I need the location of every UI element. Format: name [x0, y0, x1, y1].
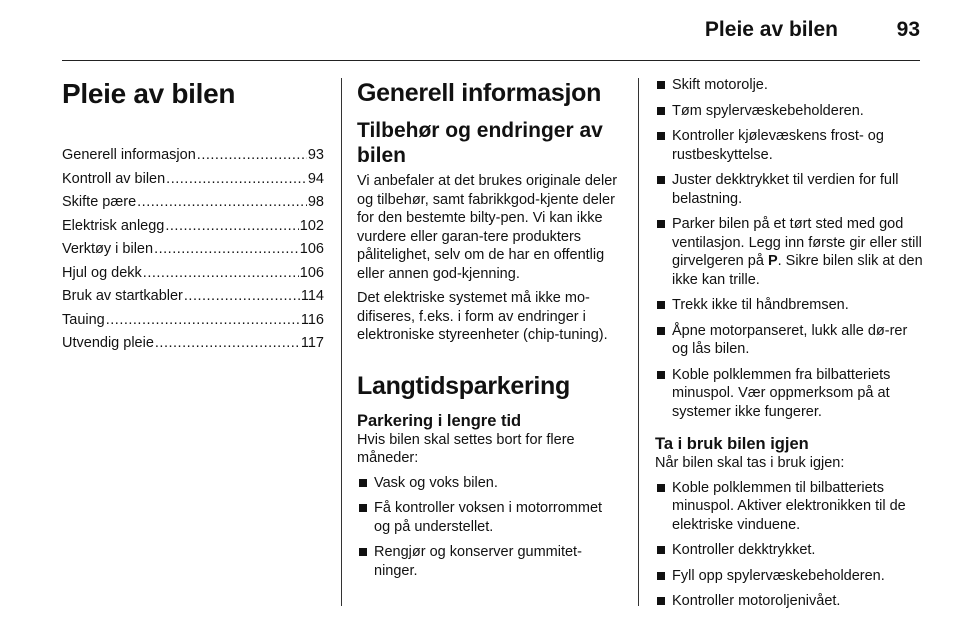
bullet-square-icon [359, 548, 367, 556]
list-item [655, 592, 923, 611]
storage-intro: Hvis bilen skal settes bort for flere måneder: [357, 431, 575, 466]
page-header [62, 0, 920, 61]
toc-leader-dots [137, 191, 307, 215]
bullet-square-icon [657, 484, 665, 492]
toc-entry-page: 106 [299, 264, 324, 281]
toc-leader-dots [184, 285, 300, 309]
list-item-text: Tøm spylervæskebeholderen. [672, 102, 864, 119]
list-item-text: Kontroller motoroljenivået. [672, 593, 841, 609]
column-divider [638, 78, 639, 606]
list-item [655, 541, 923, 560]
table-of-contents [62, 144, 324, 356]
toc-entry-label: Tauing [62, 311, 105, 328]
toc-leader-dots [155, 332, 300, 356]
toc-leader-dots [166, 168, 307, 192]
list-item [655, 171, 923, 208]
toc-entry[interactable] [62, 191, 324, 215]
toc-entry-label: Generell informasjon [62, 147, 196, 163]
list-item [655, 366, 923, 422]
list-item-text: Kontroller dekktrykket. [672, 542, 816, 558]
list-item-text: Juster dekktrykket til verdien for full belastning. [672, 172, 899, 207]
storage-continued-column [655, 72, 923, 618]
chapter-title: Pleie av bilen [62, 78, 236, 109]
toc-column [62, 72, 324, 356]
toc-entry-page: 93 [307, 147, 324, 163]
return-intro: Når bilen skal tas i bruk igjen: [655, 455, 845, 471]
toc-entry[interactable] [62, 215, 324, 239]
toc-entry[interactable] [62, 332, 324, 356]
accessories-heading: Tilbehør og endringer av bilen [357, 119, 603, 167]
storage-checklist-continued [655, 76, 923, 421]
toc-entry-page: 117 [300, 335, 324, 351]
return-heading: Ta i bruk bilen igjen [655, 435, 809, 453]
toc-entry-label: Hjul og dekk [62, 264, 142, 281]
bullet-square-icon [657, 572, 665, 580]
list-item [655, 215, 923, 289]
toc-leader-dots [154, 238, 299, 262]
toc-entry-label: Utvendig pleie [62, 335, 154, 351]
bullet-square-icon [657, 301, 665, 309]
toc-entry[interactable] [62, 262, 324, 286]
toc-entry[interactable] [62, 285, 324, 309]
list-item-text: Parker bilen på et tørt sted med god ventilasjon. Legg inn første gir eller still girvelgeren på [672, 216, 922, 269]
list-item-text: Fyll opp spylervæskebeholderen. [672, 567, 885, 584]
electrical-paragraph: Det elektriske systemet må ikke mo-difiseres, f.eks. i form av endringer i elektroniske styreenheter (chip-tuning). [357, 290, 608, 343]
toc-entry-label: Verktøy i bilen [62, 241, 154, 257]
toc-entry[interactable] [62, 168, 324, 192]
list-item-text: Vask og voks bilen. [374, 474, 498, 491]
toc-entry[interactable] [62, 144, 324, 168]
section-heading-storage: Langtidsparkering [357, 371, 570, 400]
storage-checklist [357, 474, 619, 581]
list-item-text-suffix: . Sikre bilen slik at den ikke kan trille. [672, 253, 923, 288]
toc-entry-label: Kontroll av bilen [62, 170, 166, 187]
toc-entry-page: 106 [299, 241, 324, 257]
toc-entry-page: 116 [300, 311, 324, 328]
accessories-paragraph: Vi anbefaler at det brukes originale deler og tilbehør, samt fabrikkgod-kjente deler for den bestemte bilty-pen. Vi kan ikke vurdere eller garan-tere produkters pålitelighet, selv om de har en offentlig eller annen god-kjenning. [357, 173, 618, 282]
toc-entry-label: Elektrisk anlegg [62, 217, 165, 234]
list-item [655, 567, 923, 586]
bullet-square-icon [657, 132, 665, 140]
page-number: 93 [896, 18, 920, 41]
list-item [655, 102, 923, 121]
list-item-text: Få kontroller voksen i motorrommet og på understellet. [374, 500, 603, 535]
toc-entry-page: 114 [300, 288, 324, 304]
toc-entry-page: 98 [307, 194, 324, 210]
bullet-square-icon [359, 479, 367, 487]
list-item [655, 127, 923, 164]
bullet-square-icon [657, 371, 665, 379]
bullet-square-icon [359, 504, 367, 512]
list-item [357, 499, 619, 536]
list-item-text: Koble polklemmen fra bilbatteriets minuspol. Vær oppmerksom på at systemer ikke fungerer. [672, 366, 891, 420]
toc-entry[interactable] [62, 238, 324, 262]
toc-leader-dots [197, 144, 307, 168]
list-item [655, 76, 923, 95]
toc-leader-dots [106, 309, 300, 333]
toc-entry-label: Bruk av startkabler [62, 288, 183, 304]
list-item-text: Trekk ikke til håndbremsen. [672, 297, 849, 313]
list-item-text: Skift motorolje. [672, 77, 768, 93]
toc-entry-page: 102 [299, 217, 324, 234]
list-item-text: Rengjør og konserver gummitet-ninger. [374, 544, 582, 579]
list-item [357, 474, 619, 493]
storage-sub-heading: Parkering i lengre tid [357, 411, 522, 430]
bullet-square-icon [657, 597, 665, 605]
return-checklist [655, 479, 923, 611]
header-title: Pleie av bilen [704, 18, 838, 41]
general-info-column [357, 72, 619, 587]
bullet-square-icon [657, 327, 665, 335]
toc-entry-page: 94 [307, 170, 324, 187]
toc-entry-label: Skifte pære [62, 194, 137, 210]
toc-leader-dots [165, 215, 298, 239]
bullet-square-icon [657, 546, 665, 554]
toc-leader-dots [143, 262, 299, 286]
list-item-text: Koble polklemmen til bilbatteriets minuspol. Aktiver elektronikken til de elektriske vinduene. [672, 479, 906, 533]
gear-position-label: P [767, 253, 778, 269]
bullet-square-icon [657, 176, 665, 184]
section-heading-general: Generell informasjon [357, 79, 602, 107]
toc-entry[interactable] [62, 309, 324, 333]
list-item [655, 296, 923, 315]
list-item [357, 543, 619, 580]
list-item [655, 322, 923, 359]
list-item [655, 479, 923, 535]
bullet-square-icon [657, 220, 665, 228]
bullet-square-icon [657, 81, 665, 89]
list-item-text: Kontroller kjølevæskens frost- og rustbeskyttelse. [672, 128, 884, 163]
bullet-square-icon [657, 107, 665, 115]
list-item-text: Åpne motorpanseret, lukk alle dø-rer og lås bilen. [672, 322, 908, 357]
column-divider [341, 78, 342, 606]
